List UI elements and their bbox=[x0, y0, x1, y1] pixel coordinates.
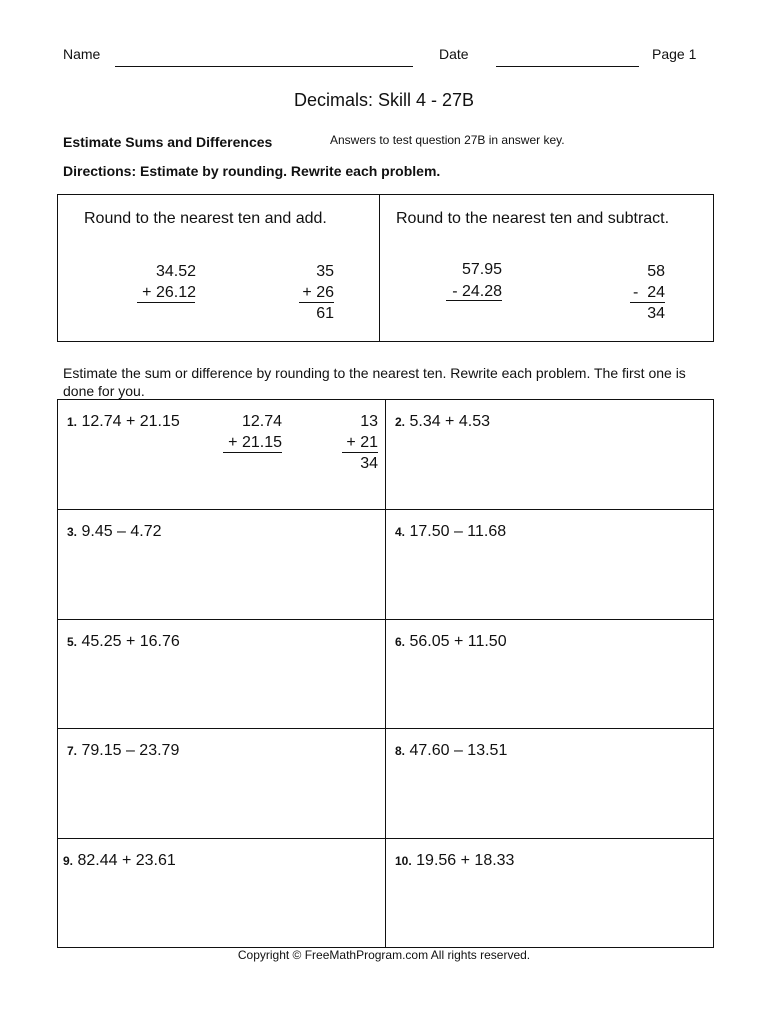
name-field-line[interactable] bbox=[115, 66, 413, 67]
problem-text: 56.05 + 11.50 bbox=[409, 633, 507, 650]
worked-rounded-top: 13 bbox=[360, 413, 378, 430]
problem-text: 17.50 – 11.68 bbox=[409, 523, 507, 540]
worksheet-title: Decimals: Skill 4 - 27B bbox=[293, 90, 475, 110]
copyright-footer: Copyright © FreeMathProgram.com All rights reserved. bbox=[237, 948, 531, 962]
example-add-underline bbox=[137, 302, 195, 303]
problem-10 bbox=[395, 852, 514, 870]
example-subtract-rounded-top: 58 bbox=[647, 263, 665, 280]
date-label: Date bbox=[439, 46, 469, 62]
example-add-heading: Round to the nearest ten and add. bbox=[84, 210, 327, 227]
problem-number: 6. bbox=[395, 635, 406, 649]
problem-8 bbox=[395, 742, 507, 760]
example-subtract-result: 34 bbox=[647, 305, 665, 322]
example-add-rounded-bottom: + 26 bbox=[302, 284, 334, 301]
grid-row-divider-1 bbox=[57, 509, 714, 510]
problem-5 bbox=[67, 633, 180, 651]
worked-rounded-underline bbox=[342, 452, 378, 453]
name-label: Name bbox=[63, 46, 101, 62]
problem-number: 2. bbox=[395, 415, 406, 429]
instructions: Estimate the sum or difference by rounding to the nearest ten. Rewrite each problem. The first one is done for you. bbox=[63, 365, 686, 399]
problem-text: 47.60 – 13.51 bbox=[409, 742, 508, 759]
section-heading: Estimate Sums and Differences bbox=[63, 134, 273, 150]
worked-underline bbox=[223, 452, 282, 453]
examples-divider bbox=[379, 194, 380, 342]
problem-number: 8. bbox=[395, 744, 406, 758]
date-field-line[interactable] bbox=[496, 66, 639, 67]
problem-text: 45.25 + 16.76 bbox=[81, 633, 180, 650]
worked-result: 34 bbox=[360, 455, 378, 472]
directions: Directions: Estimate by rounding. Rewrite each problem. bbox=[63, 163, 441, 179]
problem-text: 19.56 + 18.33 bbox=[416, 852, 515, 869]
example-subtract-rounded-bottom: - 24 bbox=[632, 284, 665, 301]
grid-row-divider-4 bbox=[57, 838, 714, 839]
problem-number: 5. bbox=[67, 635, 78, 649]
example-add-rounded-top: 35 bbox=[316, 263, 334, 280]
problem-3 bbox=[67, 523, 162, 541]
worked-bottom: + 21.15 bbox=[228, 434, 282, 451]
example-subtract-top: 57.95 bbox=[461, 261, 502, 278]
problem-1 bbox=[67, 413, 180, 431]
problem-6 bbox=[395, 633, 507, 651]
problem-number: 3. bbox=[67, 525, 78, 539]
problem-text: 79.15 – 23.79 bbox=[81, 742, 180, 759]
problem-2 bbox=[395, 413, 490, 431]
example-add-top: 34.52 bbox=[155, 263, 196, 280]
example-add-result: 61 bbox=[316, 305, 334, 322]
problem-number: 9. bbox=[63, 854, 74, 868]
problem-number: 10. bbox=[395, 854, 412, 868]
example-subtract-underline bbox=[446, 300, 502, 301]
problem-number: 4. bbox=[395, 525, 406, 539]
example-add-bottom: + 26.12 bbox=[142, 284, 196, 301]
problem-text: 5.34 + 4.53 bbox=[409, 413, 490, 430]
example-add-rounded-underline bbox=[299, 302, 334, 303]
example-subtract-heading: Round to the nearest ten and subtract. bbox=[396, 210, 670, 227]
problem-text: 9.45 – 4.72 bbox=[81, 523, 162, 540]
grid-row-divider-2 bbox=[57, 619, 714, 620]
problem-text: 12.74 + 21.15 bbox=[81, 413, 180, 430]
worked-rounded-bottom: + 21 bbox=[346, 434, 378, 451]
problem-4 bbox=[395, 523, 506, 541]
answer-note: Answers to test question 27B in answer key. bbox=[330, 133, 565, 147]
problem-9 bbox=[63, 852, 176, 870]
problem-number: 7. bbox=[67, 744, 78, 758]
grid-row-divider-3 bbox=[57, 728, 714, 729]
problem-text: 82.44 + 23.61 bbox=[77, 852, 176, 869]
worked-top: 12.74 bbox=[241, 413, 282, 430]
page-number: Page 1 bbox=[652, 46, 697, 62]
grid-column-divider bbox=[385, 399, 386, 948]
problem-number: 1. bbox=[67, 415, 78, 429]
example-subtract-bottom: - 24.28 bbox=[452, 283, 502, 300]
example-subtract-rounded-underline bbox=[630, 302, 665, 303]
problem-7 bbox=[67, 742, 179, 760]
